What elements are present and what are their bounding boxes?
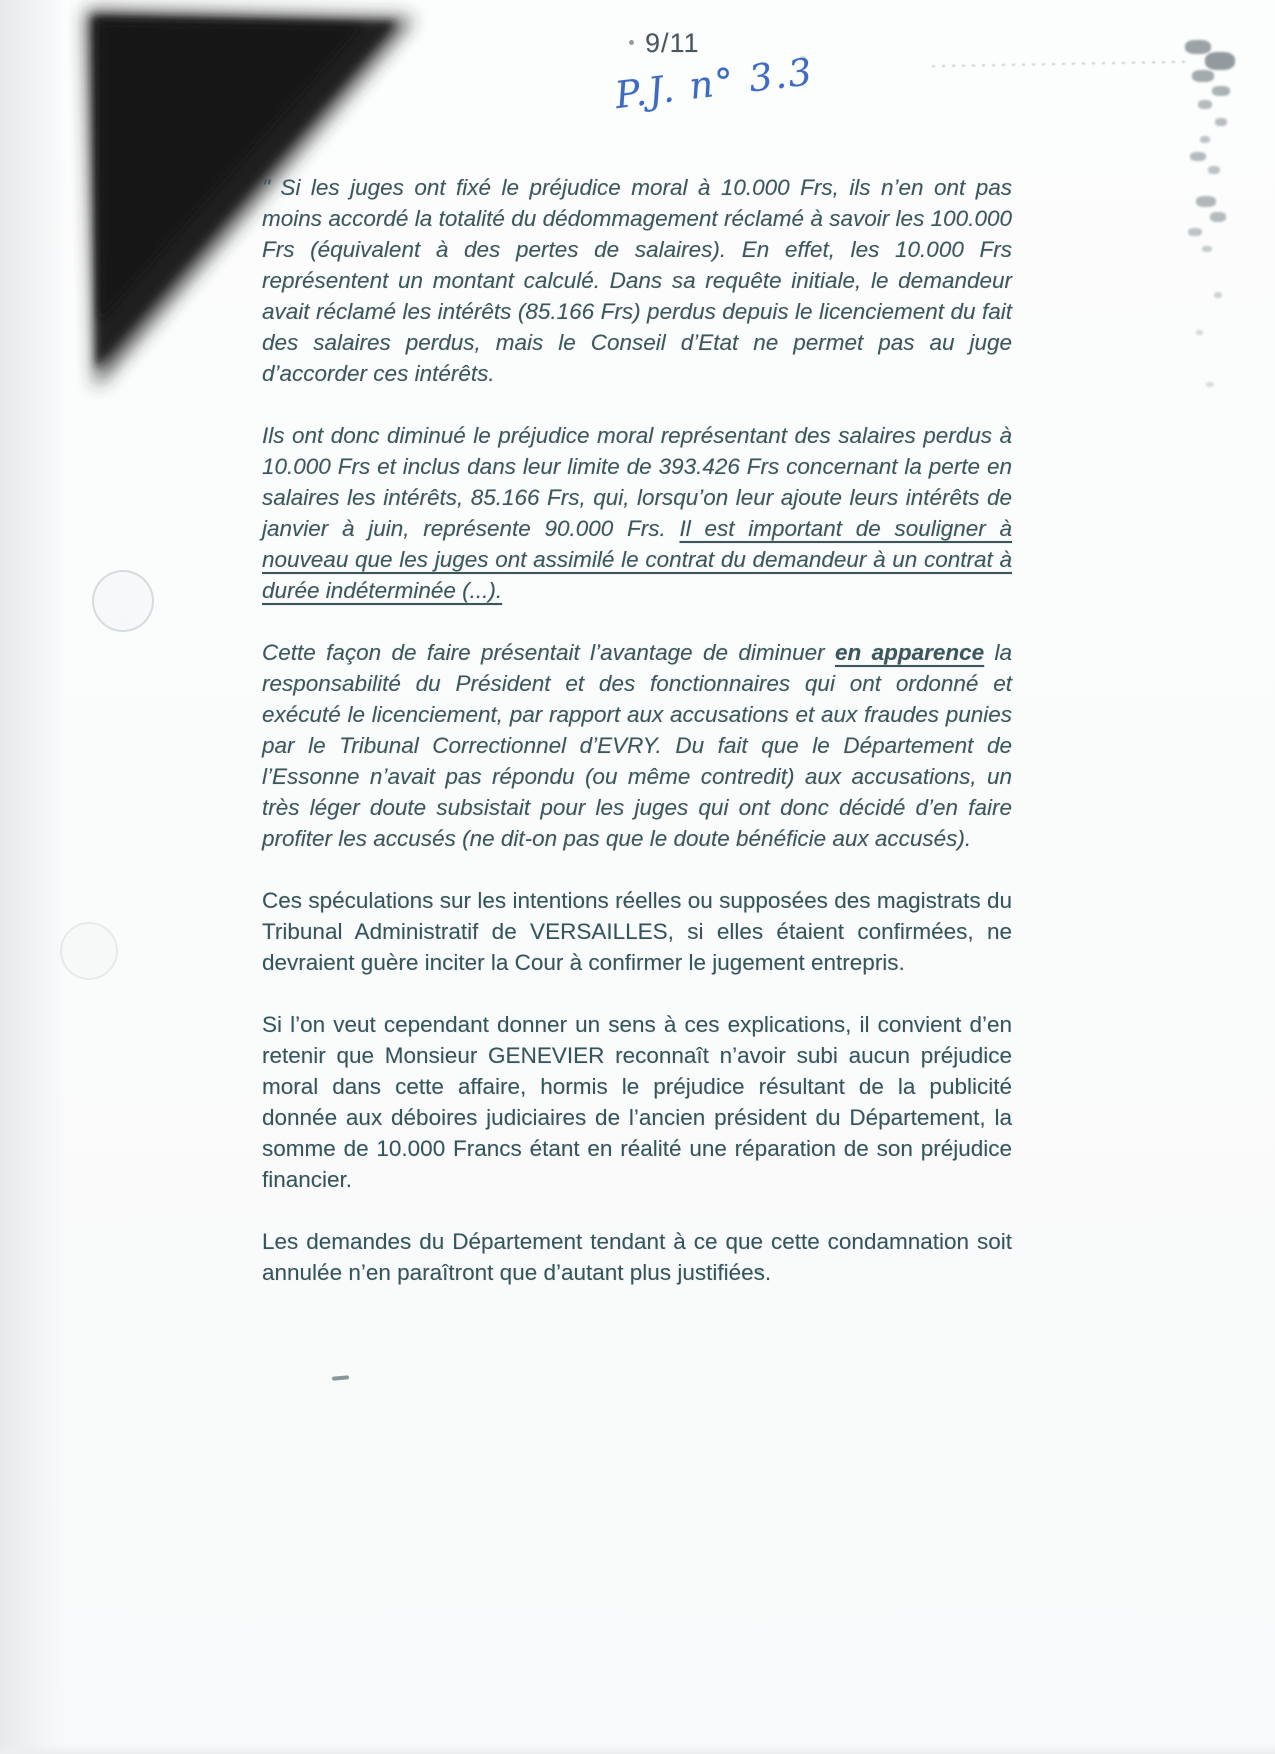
paragraph-commentary — [262, 637, 1012, 854]
scan-dotted-line-artifact — [932, 61, 1187, 67]
bold-underlined-phrase: en apparence — [834, 640, 985, 665]
page-number: 9/11 — [645, 28, 700, 58]
paragraph-final-demands: Les demandes du Département tendant à ce que cette condamnation soit annulée n’en paraîtront que d’autant plus justifiées. — [262, 1229, 1012, 1285]
scan-dot-artifact — [629, 40, 634, 45]
scanner-edge-shadow-bottom — [0, 1744, 1275, 1754]
paragraph-speculations: Ces spéculations sur les intentions réelles ou supposées des magistrats du Tribunal Administratif de VERSAILLES, si elles étaient confirmées, ne devraient guère inciter la Cour à confirmer le jugement entrepris. — [262, 888, 1012, 975]
paragraph-quote-opening: " Si les juges ont fixé le préjudice moral à 10.000 Frs, ils n’en ont pas moins accordé la totalité du dédommagement réclamé à savoir les 100.000 Frs (équivalent à des pertes de salaires). En effet, les 10.000 Frs représentent un montant calculé. Dans sa requête initiale, le demandeur avait réclamé les intérêts (85.166 Frs) perdus depuis le licenciement du fait des salaires perdus, mais le Conseil d’Etat ne permet pas au juge d’accorder ces intérêts. — [262, 175, 1012, 386]
paragraph-text: la responsabilité du Président et des fonctionnaires qui ont ordonné et exécuté le licenciement, par rapport aux accusations et aux fraudes punies par le Tribunal Correctionnel d’EVRY. Du fait que le Département de l’Essonne n’avait pas répondu (ou même contredit) aux accusations, un très léger doute subsistait pour les juges qui ont donc décidé d’en faire profiter les accusés (ne dit-on pas que le doute bénéficie aux accusés). — [262, 640, 1012, 851]
paragraph-text: Cette façon de faire présentait l’avantage de diminuer — [262, 640, 835, 665]
pen-dash-artifact — [332, 1375, 349, 1380]
paragraph-text: Ils ont donc diminué le préjudice moral représentant des salaires perdus à 10.000 Frs et inclus dans leur limite de 393.426 Frs concernant la perte en salaires les intérêts, 85.166 Frs, qui, lorsqu’on leur ajoute leurs intérêts de janvier à juin, représente 90.000 Frs. — [262, 423, 1012, 541]
underlined-passage: Il est important de souligner à nouveau que les juges ont assimilé le contrat du demandeur à un contrat à durée indéterminée (...). — [262, 516, 1012, 603]
paragraph-quote-continued — [262, 420, 1012, 606]
hole-punch-mark — [60, 922, 118, 980]
document-text-column — [262, 172, 1012, 1319]
hole-punch-mark — [92, 570, 154, 632]
scan-speck — [800, 56, 806, 59]
handwritten-annotation: P.J. n° 3.3 — [612, 49, 817, 117]
paragraph-conclusion-genevier: Si l’on veut cependant donner un sens à ces explications, il convient d’en retenir que Monsieur GENEVIER reconnaît n’avoir subi aucun préjudice moral dans cette affaire, hormis le préjudice résultant de la publicité donnée aux déboires judiciaires de l’ancien président du Département, la somme de 10.000 Francs étant en réalité une réparation de son préjudice financier. — [262, 1012, 1012, 1192]
